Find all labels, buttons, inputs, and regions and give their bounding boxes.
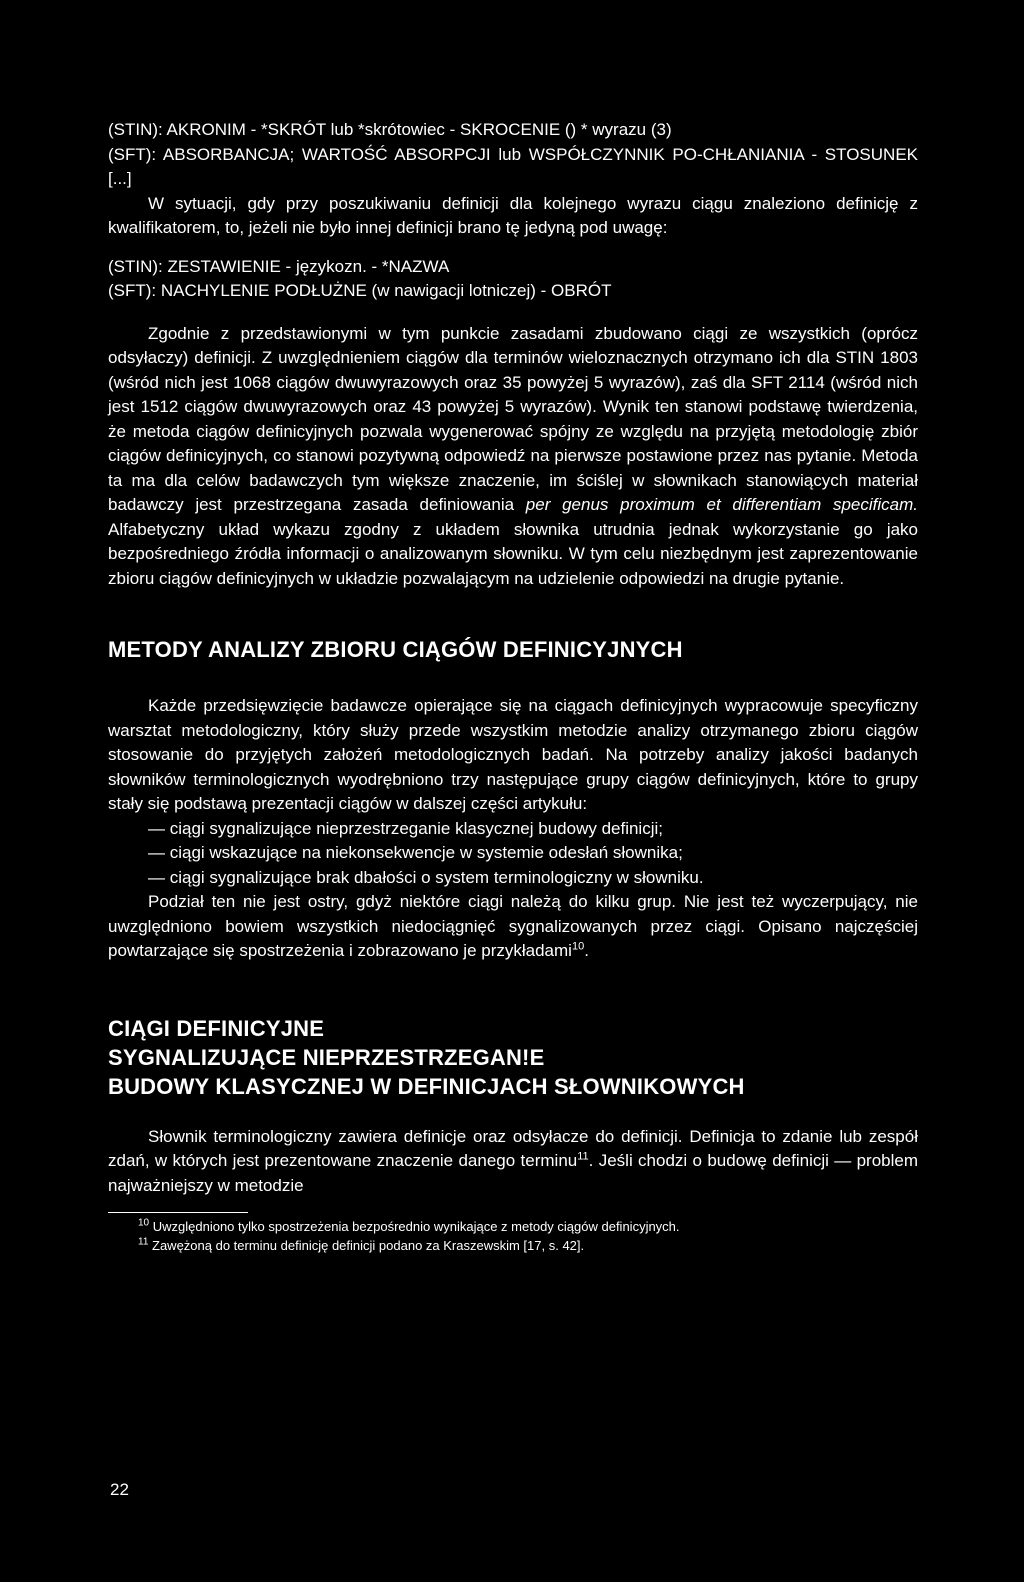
sft-qualifier-line: (SFT): NACHYLENIE PODŁUŻNE (w nawigacji lotniczej) - OBRÓT (108, 281, 612, 300)
paragraph-2-latin: per genus proximum et differentiam specificam. (525, 495, 918, 514)
intro-block (108, 118, 918, 591)
footnote-11 (108, 1236, 918, 1255)
paragraph-3: Każde przedsięwzięcie badawcze opierające się na ciągach definicyjnych wypracowuje specyficzny warsztat metodologiczny, który służy przede wszystkim metodzie analizy otrzymanego zbioru ciągów stosowanie do przyjętych założeń metodologicznych badań. Na potrzeby analizy jakości badanych słowników terminologicznych wyodrębniono trzy następujące grupy ciągów definicyjnych, które to grupy stały się podstawą prezentacji ciągów w dalszej części artykułu: (108, 696, 918, 813)
section-1-block (108, 694, 918, 964)
paragraph-1: W sytuacji, gdy przy poszukiwaniu definicji dla kolejnego wyrazu ciągu znaleziono definicję z kwalifikatorem, to, jeżeli nie było innej definicji brano tę jedyną pod uwagę: (108, 193, 918, 237)
footnote-mark: 10 (138, 1217, 150, 1229)
paragraph-4-text: Podział ten nie jest ostry, gdyż niektóre ciągi należą do kilku grup. Nie jest też wyczerpujący, nie uwzględniono bowiem wszystkich niedociągnięć sygnalizowanych przez ciągi. Opisano najczęściej powtarzające się spostrzeżenia i zobrazowano je przykładami (108, 892, 918, 960)
paragraph-2-text: Zgodnie z przedstawionymi w tym punkcie zasadami zbudowano ciągi ze wszystkich (oprócz odsyłaczy) definicji. Z uwzględnieniem ciągów dla terminów wieloznacznych otrzymano ich dla STIN 1803 (wśród nich jest 1068 ciągów dwuwyrazowych oraz 35 powyżej 5 wyrazów), zaś dla SFT 2114 (wśród nich jest 1512 ciągów dwuwyrazowych oraz 43 powyżej 5 wyrazów). Wynik ten stanowi podstawę twierdzenia, że metoda ciągów definicyjnych pozwala wygenerować spójny ze względu na przyjętą metodologię zbiór ciągów definicyjnych, co stanowi pozytywną odpowiedź na pierwsze postawione przez nas pytanie. Metoda ta ma dla celów badawczych tym większe znaczenie, im ściślej w słownikach stanowiących materiał badawczy jest przestrzegana zasada definiowania (108, 323, 918, 514)
paragraph-5-text: Słownik terminologiczny zawiera definicje oraz odsyłacze do definicji. Definicja to zdanie lub zespół zdań, w których jest prezentowane znaczenie danego terminu (108, 1126, 918, 1170)
footnote-text: Uwzględniono tylko spostrzeżenia bezpośrednio wynikające z metody ciągów definicyjnych. (152, 1219, 680, 1234)
paragraph-4-end: . (584, 941, 589, 960)
sft-example-line: (SFT): ABSORBANCJA; WARTOŚĆ ABSORPCJI lub WSPÓŁCZYNNIK PO-CHŁANIANIA - STOSUNEK [...] (108, 144, 918, 188)
paragraph-5 (108, 1125, 918, 1199)
section-heading-1: METODY ANALIZY ZBIORU CIĄGÓW DEFINICYJNYCH (108, 637, 683, 662)
section-heading-2-line: BUDOWY KLASYCZNEJ W DEFINICJACH SŁOWNIKOWYCH (108, 1073, 745, 1099)
paragraph-5-tail: . Jeśli chodzi o budowę definicji — problem najważniejszy w metodzie (108, 1151, 918, 1195)
footnote-10 (108, 1217, 918, 1236)
paragraph-2 (108, 322, 918, 592)
list-item: — ciągi wskazujące na niekonsekwencje w systemie odesłań słownika; (148, 843, 683, 862)
stin-qualifier-line: (STIN): ZESTAWIENIE - językozn. - *NAZWA (108, 256, 450, 276)
footnote-mark: 11 (138, 1236, 149, 1248)
footnote-ref-10: 10 (571, 940, 585, 953)
page-body (108, 118, 918, 1255)
list-item: — ciągi sygnalizujące brak dbałości o system terminologiczny w słowniku. (148, 867, 704, 887)
section-heading-2 (108, 1014, 918, 1101)
paragraph-2-tail: Alfabetyczny układ wykazu zgodny z układem słownika utrudnia jednak wykorzystanie go jako bezpośredniego źródła informacji o analizowanym słowniku. W tym celu niezbędnym jest zaprezentowanie zbioru ciągów definicyjnych w układzie pozwalającym na udzielenie odpowiedzi na drugie pytanie. (108, 519, 918, 588)
footnote-text: Zawężoną do terminu definicję definicji podano za Kraszewskim [17, s. 42]. (152, 1238, 585, 1253)
section-heading-2-line: SYGNALIZUJĄCE NIEPRZESTRZEGAN!E (108, 1044, 545, 1070)
footnote-ref-11: 11 (577, 1150, 589, 1163)
page-number: 22 (110, 1480, 129, 1499)
section-heading-2-line: CIĄGI DEFINICYJNE (108, 1015, 325, 1041)
footnote-divider (108, 1212, 248, 1213)
section-2-block (108, 1125, 918, 1199)
list-item: — ciągi sygnalizujące nieprzestrzeganie klasycznej budowy definicji; (148, 818, 663, 838)
stin-example-line: (STIN): AKRONIM - *SKRÓT lub *skrótowiec - SKROCENIE () * wyrazu (3) (108, 120, 672, 139)
paragraph-4 (108, 890, 918, 964)
